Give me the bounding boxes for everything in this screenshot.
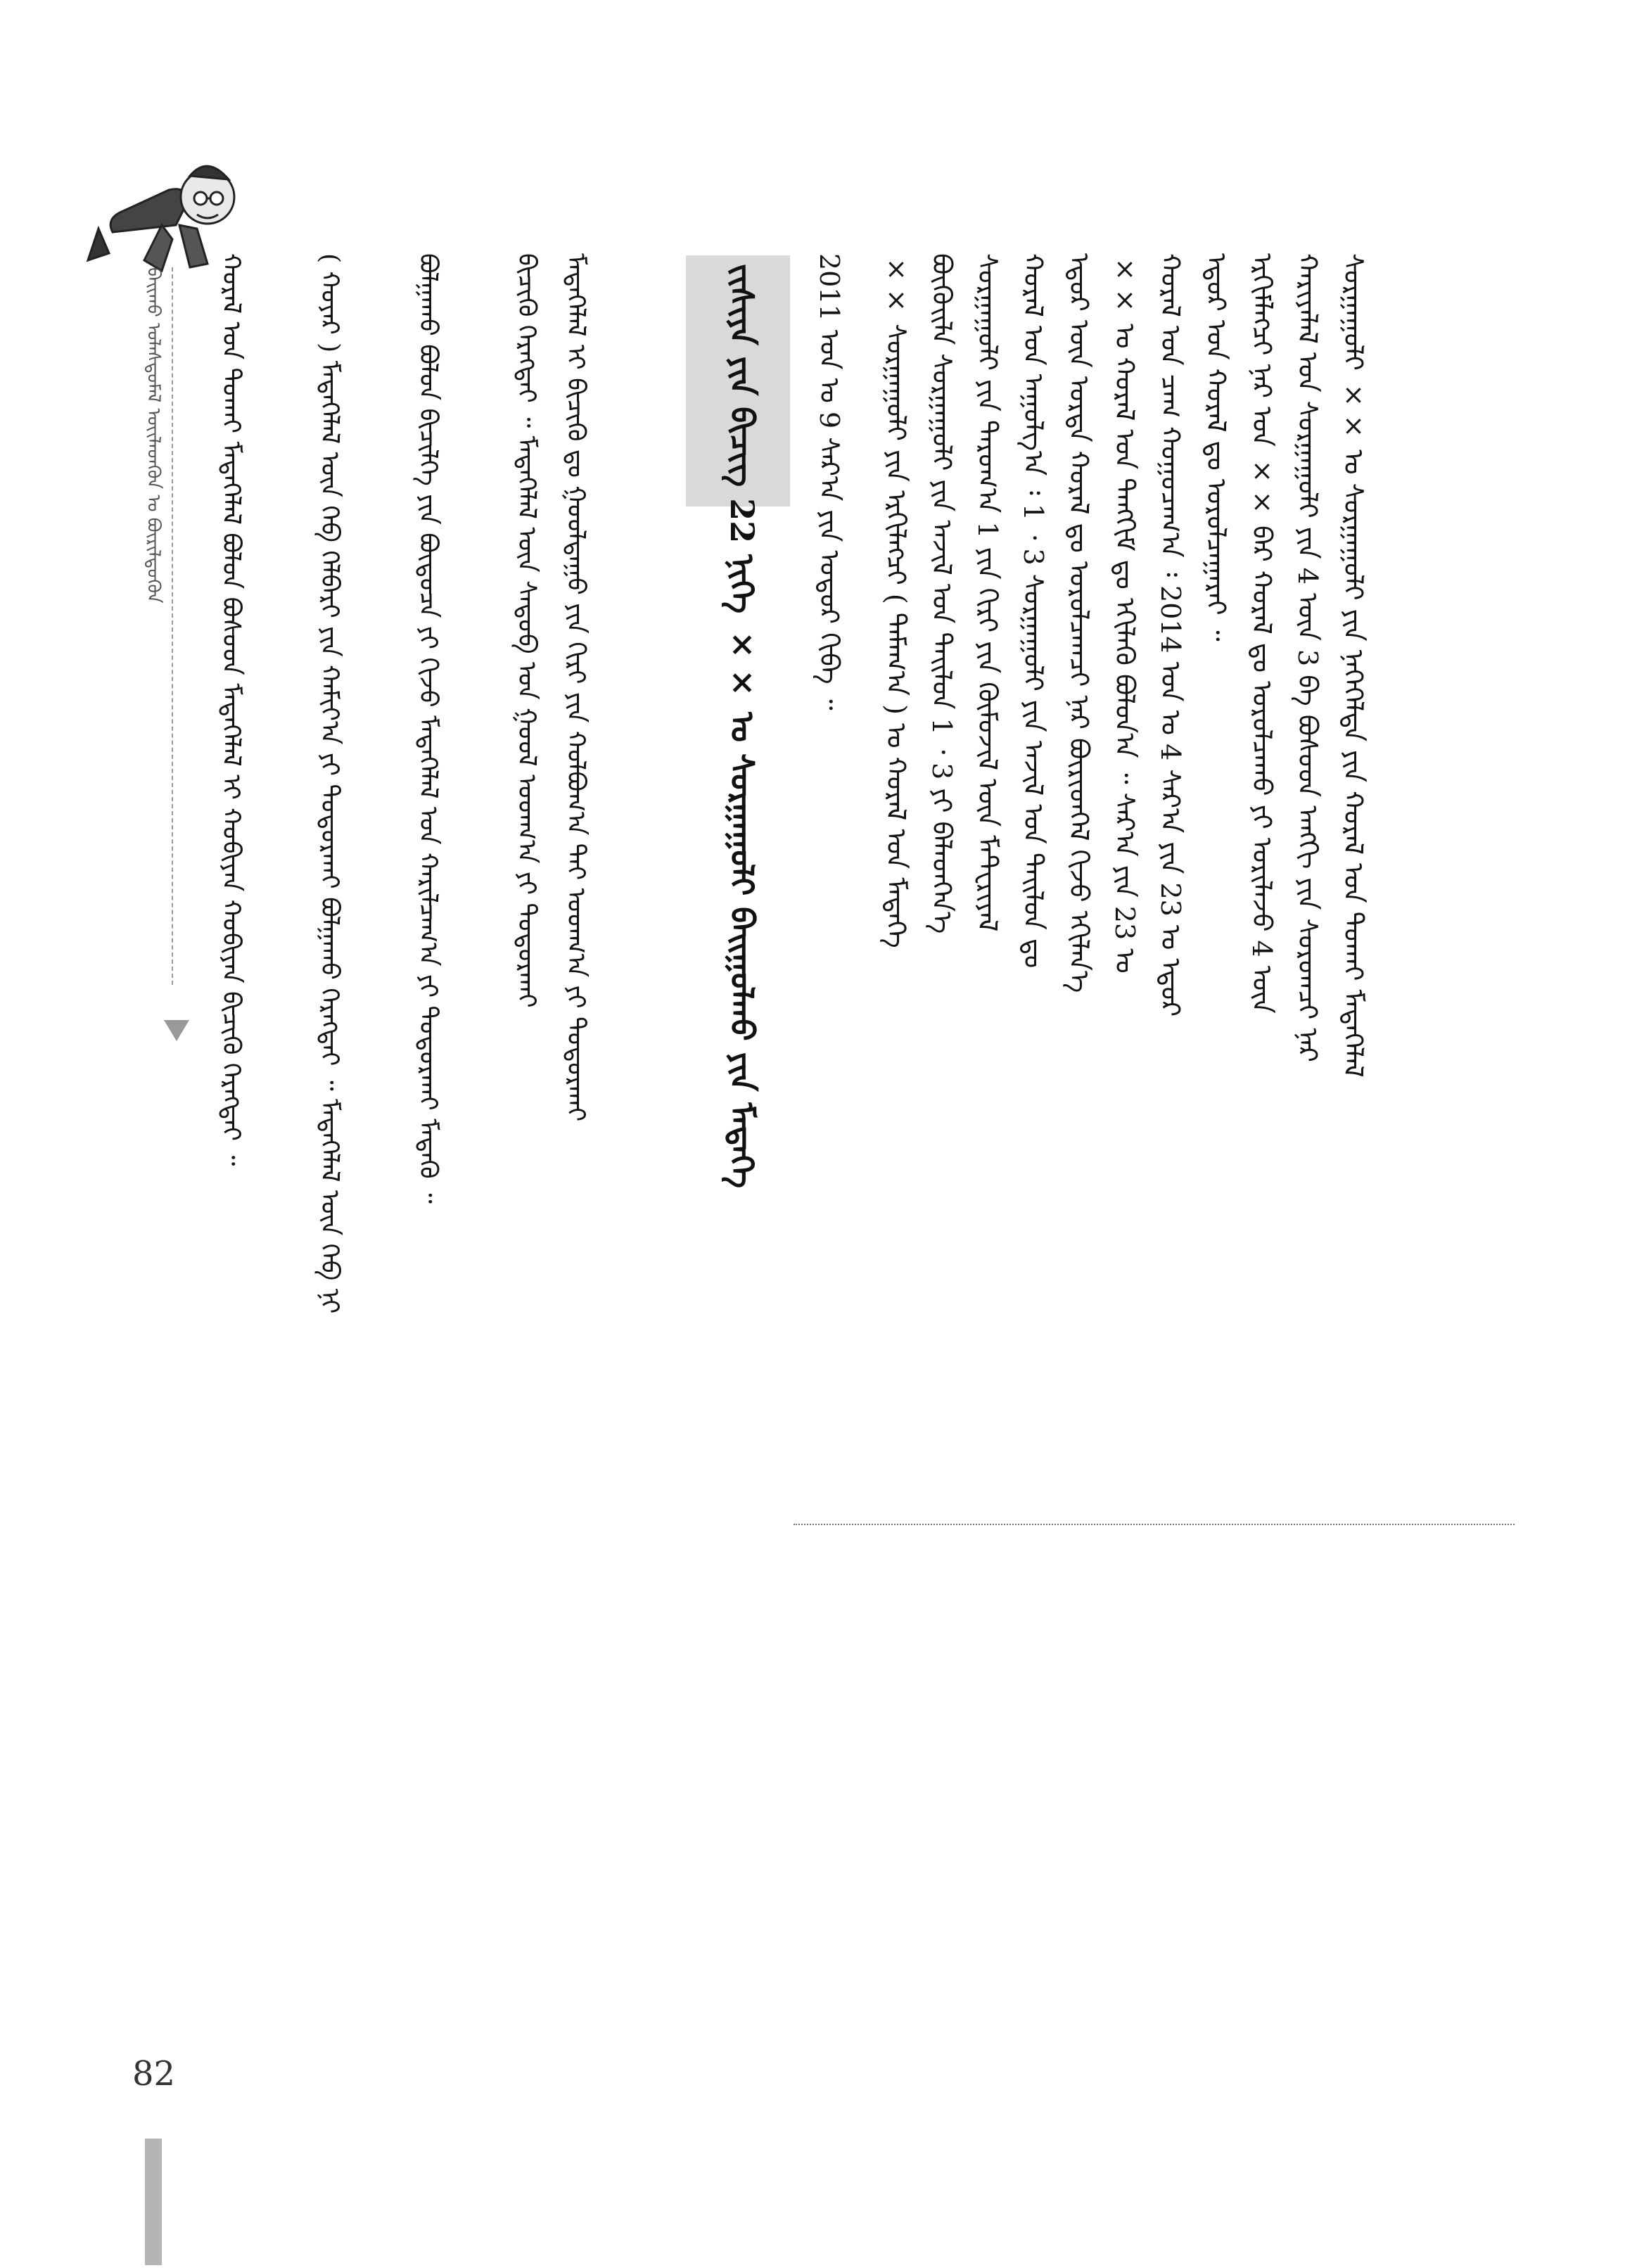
body-column-4: ( ᠬᠤᠶᠠᠷ ) ᠮᠡᠳᠡᠭᠡᠯᠡᠯ ᠦᠨ ᠬᠡᠪ ᠬᠡᠯᠪᠡᠷᠢ ᠶᠢᠨ ᠬᠠᠮᠢᠶ᠎ᠠ ᠶᠢ ᠲᠤᠳᠤᠷᠬᠠᠢ ᠪᠤᠯᠭᠠᠬᠤ ᠬᠡᠷᠡᠭᠲᠡᠢ ᠃ ᠮᠡᠳᠡᠭᠡᠯᠡᠯ ᠦᠨ ᠬᠡᠪ ᠨᠢ	[315, 253, 344, 1314]
news-column-10: ᠪᠦᠬᠦᠢᠯᠡ ᠰᠤᠷᠭᠠᠭᠤᠯᠢ ᠶᠢᠨ ᠠᠵᠢᠯ ᠤᠨ ᠲᠠᠢᠯᠤᠨ 1 ᠂ 3 ᠶᠢ ᠪᠡᠯᠡᠳᠬᠡᠨ᠎ᠡ	[926, 253, 957, 934]
news-column-2: ᠬᠠᠷᠢᠶᠠᠯᠠᠯ ᠤᠨ ᠰᠤᠷᠭᠠᠭᠤᠯᠢ ᠶᠢᠨ 4 ᠦᠨ 3 ᠪᠠ ᠪᠤᠰᠤᠳ ᠠᠩᠭᠢ ᠶᠢᠨ ᠰᠤᠷᠤᠭᠴᠢ ᠨᠠᠷ	[1292, 253, 1323, 1062]
body-column-2: ᠪᠢᠴᠢᠬᠦ ᠬᠡᠷᠡᠭᠲᠡᠢ ᠃ ᠮᠡᠳᠡᠭᠡᠯᠡᠯ ᠦᠨ ᠰᠡᠳᠦᠪ ᠤᠨ ᠭᠤᠤᠯ ᠤᠳᠬ᠎ᠠ ᠶᠢ ᠲᠤᠳᠤᠷᠬᠠᠢ	[512, 253, 541, 1008]
news-title: ᠵᠢᠱᠢᠶᠡ ᠶᠢᠨ ᠪᠢᠴᠢᠭ 22 ᠨᠢᠭᠡ ×× ᠤ ᠰᠤᠷᠭᠠᠭᠤᠯᠢ ᠪᠠᠢᠭᠤᠯᠬᠤ ᠶᠢᠨ ᠮᠡᠳᠡᠭᠡ	[723, 264, 761, 1189]
news-dotted-separator	[794, 1524, 1515, 1525]
page-number: 82	[132, 2054, 176, 2094]
arrow-icon	[164, 1020, 189, 1041]
header-dashed-rule	[172, 267, 173, 985]
news-column-5: ᠬᠤᠷᠠᠯ ᠤᠨ ᠴᠠᠭ ᠬᠤᠭᠤᠴᠠᠭ᠎ᠠ ᠄ 2014 ᠤᠨ ᠤ 4 ᠰᠠᠷ᠎ᠠ ᠶᠢᠨ 23 ᠤ ᠡᠳᠦᠷ	[1155, 253, 1186, 1017]
news-column-3: ᠡᠷᠬᠢᠮᠯᠡᠭᠴᠢ ᠨᠠᠷ ᠤᠨ ×× ᠪᠠᠷ ᠬᠤᠷᠠᠯ ᠳᠤ ᠤᠷᠤᠯᠴᠠᠬᠤ ᠶᠢ ᠤᠷᠢᠯᠠᠵᠤ 4 ᠦᠨ	[1247, 253, 1277, 1014]
news-column-9: ᠰᠤᠷᠭᠠᠭᠤᠯᠢ ᠶᠢᠨ ᠳᠠᠷᠤᠭ᠎ᠠ 1 ᠶᠢᠨ ᠬᠢᠷᠢ ᠶᠢᠨ ᠬᠦᠮᠦᠵᠢᠯ ᠦᠨ ᠮᠠᠲ᠋ᠧᠷᠢᠶᠠᠯ	[972, 253, 1003, 932]
body-column-3: ᠪᠤᠯᠭᠠᠬᠤ ᠪᠤᠯᠤᠨ ᠪᠢᠴᠢᠯᠭᠡ ᠶᠢᠨ ᠪᠦᠲᠦᠴᠡ ᠶᠢ ᠬᠢᠵᠦ ᠮᠡᠳᠡᠭᠡᠯᠡᠯ ᠤᠨ ᠬᠠᠷᠢᠯᠴᠠᠭ᠎ᠠ ᠶᠢ ᠲᠤᠳᠤᠷᠬᠠᠢ ᠮᠡᠳᠡᠬᠦ ᠃	[414, 253, 442, 1204]
news-column-6: ×× ᠤ ᠬᠤᠷᠠᠯ ᠤᠨ ᠲᠠᠩᠬᠢᠮ ᠳᠤ ᠡᠬᠢᠯᠡᠬᠦ ᠪᠤᠯᠤᠨ᠎ᠠ ᠃ ᠰᠠᠷ᠎ᠠ ᠶᠢᠨ 23 ᠤ	[1109, 253, 1140, 974]
running-header: ᠪᠠᠢᠬᠤ ᠤᠯᠠᠰᠲᠤᠮᠠᠯ ᠦᠢᠯᠡᠳᠬᠦᠨ ᠤ ᠪᠦᠷᠢᠯᠳᠦᠬᠦᠨ	[143, 267, 164, 604]
news-column-8: ᠬᠤᠷᠠᠯ ᠤᠨ ᠠᠭᠤᠯᠭ᠎ᠠ ᠄ 1 ᠂ 3 ᠰᠤᠷᠭᠠᠭᠤᠯᠢ ᠶᠢᠨ ᠠᠵᠢᠯ ᠤᠨ ᠲᠠᠢᠯᠤᠨ ᠳᠤ	[1018, 253, 1049, 969]
page-edge-tab	[145, 2139, 162, 2265]
body-column-5: ᠬᠤᠷᠠᠯ ᠤᠨ ᠲᠤᠬᠠᠢ ᠮᠡᠳᠡᠭᠡᠯᠡᠯ ᠪᠤᠯᠤᠨ ᠪᠤᠰᠤᠳ ᠮᠡᠳᠡᠭᠡᠯᠡᠯ ᠢ ᠬᠤᠪᠢᠶᠠᠨ ᠬᠤᠪᠢᠶᠠᠨ ᠪᠢᠴᠢᠬᠦ ᠬᠡᠷᠡᠭᠲᠡᠢ ᠃	[217, 253, 246, 1166]
news-column-4: ᠡᠳᠦᠷ ᠤᠨ ᠬᠤᠷᠠᠯ ᠳᠤ ᠤᠷᠤᠯᠴᠠᠭᠠᠷᠠᠢ ᠃	[1201, 253, 1232, 642]
body-column-1: ᠮᠡᠳᠡᠭᠡᠯᠡᠯ ᠢ ᠪᠢᠴᠢᠬᠦ ᠳᠤ ᠭᠤᠤᠯᠳᠠᠭᠤ ᠶᠢᠨ ᠬᠢᠷᠢ ᠶᠢᠨ ᠬᠤᠯᠪᠤᠭ᠎ᠠ ᠲᠠᠢ ᠤᠳᠬ᠎ᠠ ᠶᠢ ᠲᠤᠳᠤᠷᠬᠠᠢ	[561, 253, 590, 1122]
news-column-7: ᠡᠳᠦᠷ ᠦᠨ ᠤᠷᠲᠠ ᠬᠤᠷᠠᠯ ᠳᠤ ᠤᠷᠤᠯᠴᠠᠭᠴᠢ ᠨᠠᠷ ᠪᠦᠷᠢᠳᠬᠡᠯ ᠬᠢᠵᠦ ᠡᠬᠢᠯᠡᠨ᠎ᠡ	[1064, 253, 1095, 993]
news-column-1: ᠰᠤᠷᠭᠠᠭᠤᠯᠢ ×× ᠤ ᠰᠤᠷᠭᠠᠭᠤᠯᠢ ᠶᠢᠨ ᠨᠡᠭᠡᠭᠡᠯᠲᠡ ᠶᠢᠨ ᠬᠤᠷᠠᠯ ᠤᠨ ᠲᠤᠬᠠᠢ ᠮᠡᠳᠡᠭᠡᠯᠡᠯ	[1338, 253, 1369, 1078]
news-column-11: ×× ᠰᠤᠷᠭᠠᠭᠤᠯᠢ ᠶᠢᠨ ᠡᠷᠬᠢᠯᠡᠭᠴᠢ ( ᠲᠠᠮᠠᠭ᠎ᠠ ) ᠤ ᠬᠤᠷᠠᠯ ᠤᠨ ᠮᠡᠳᠡᠭᠡ	[881, 253, 912, 948]
news-column-12: 2011 ᠤᠨ ᠤ 9 ᠰᠠᠷ᠎ᠠ ᠶᠢᠨ ᠤᠳᠤᠷ ᠬᠢᠪᠡ ᠃	[814, 253, 845, 711]
